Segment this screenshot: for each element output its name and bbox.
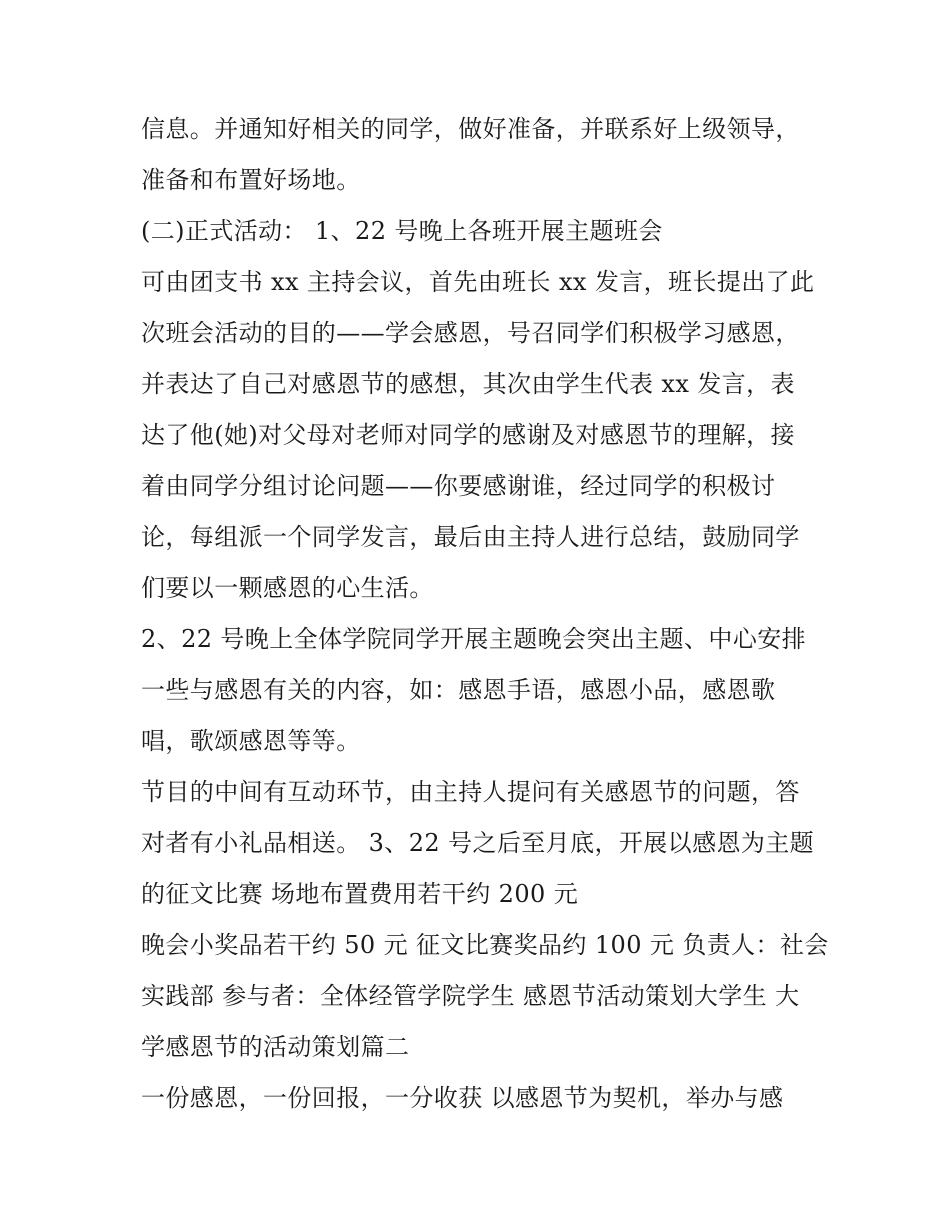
text-line: 节目的中间有互动环节，由主持人提问有关感恩节的问题，答 [141, 778, 800, 806]
text-line: 准备和布置好场地。 [141, 166, 361, 194]
text-line: 一份感恩，一份回报，一分收获 以感恩节为契机，举办与感 [141, 1084, 784, 1112]
document-body [141, 104, 841, 1124]
text-line: 晚会小奖品若干约 50 元 征文比赛奖品约 100 元 负责人：社会 [141, 931, 829, 959]
text-line: 着由同学分组讨论问题——你要感谢谁，经过同学的积极讨 [141, 472, 776, 500]
text-line: 并表达了自己对感恩节的感想，其次由学生代表 xx 发言，表 [141, 370, 795, 398]
text-line: (二)正式活动： 1、22 号晚上各班开展主题班会 [141, 217, 663, 245]
text-line: 对者有小礼品相送。 3、22 号之后至月底，开展以感恩为主题 [141, 829, 815, 857]
text-line: 一些与感恩有关的内容，如：感恩手语，感恩小品，感恩歌 [141, 676, 776, 704]
text-line: 唱，歌颂感恩等等。 [141, 727, 361, 755]
text-line: 论，每组派一个同学发言，最后由主持人进行总结，鼓励同学 [141, 523, 800, 551]
text-line: 信息。并通知好相关的同学，做好准备，并联系好上级领导， [141, 115, 800, 143]
text-line: 2、22 号晚上全体学院同学开展主题晚会突出主题、中心安排 [141, 625, 807, 653]
text-line: 达了他(她)对父母对老师对同学的感谢及对感恩节的理解，接 [141, 421, 795, 449]
text-line: 学感恩节的活动策划篇二 [141, 1033, 410, 1061]
text-line: 次班会活动的目的——学会感恩，号召同学们积极学习感恩， [141, 319, 800, 347]
text-line: 可由团支书 xx 主持会议，首先由班长 xx 发言，班长提出了此 [141, 268, 815, 296]
text-line: 的征文比赛 场地布置费用若干约 200 元 [141, 880, 579, 908]
text-line: 实践部 参与者：全体经管学院学生 感恩节活动策划大学生 大 [141, 982, 800, 1010]
text-line: 们要以一颗感恩的心生活。 [141, 574, 434, 602]
